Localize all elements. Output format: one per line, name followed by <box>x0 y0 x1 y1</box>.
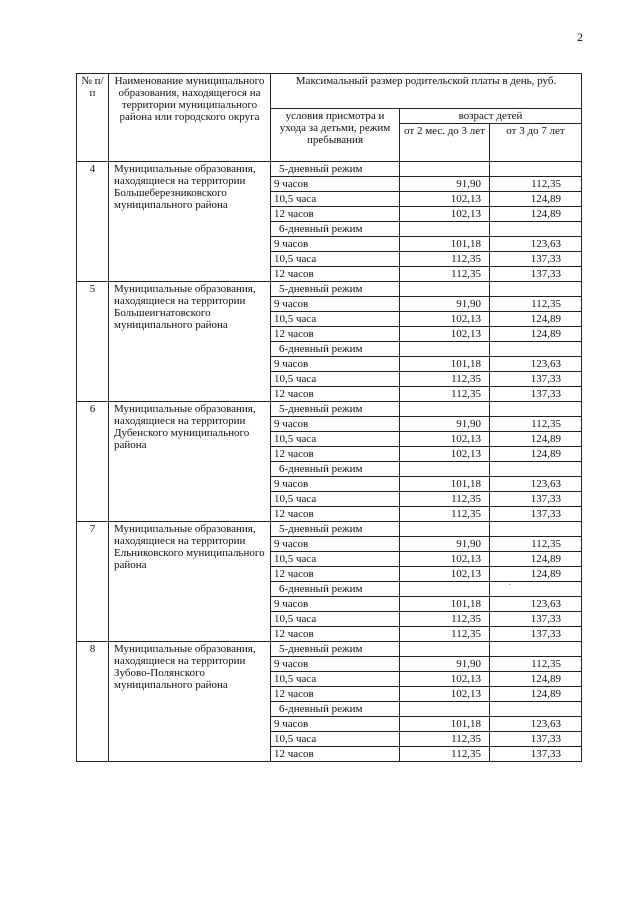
fee-under-3: 112,35 <box>400 252 490 267</box>
regime-label: 6-дневный режим <box>271 582 400 597</box>
fee-3-to-7: 137,33 <box>490 387 582 402</box>
stay-duration: 10,5 часа <box>271 612 400 627</box>
stay-duration: 9 часов <box>271 417 400 432</box>
fee-3-to-7: 124,89 <box>490 447 582 462</box>
table-row <box>77 402 582 417</box>
fee-under-3: 112,35 <box>400 387 490 402</box>
stay-duration: 9 часов <box>271 477 400 492</box>
fee-3-to-7: 123,63 <box>490 357 582 372</box>
row-number: 4 <box>77 162 109 282</box>
municipality-name: Муниципальные образования, находящиеся на территории Большеберезниковского муниципального района <box>109 162 271 282</box>
row-number: 6 <box>77 402 109 522</box>
header-fee: Максимальный размер родительской платы в день, руб. <box>271 74 582 109</box>
fee-under-3: 102,13 <box>400 207 490 222</box>
regime-label: 6-дневный режим <box>271 702 400 717</box>
fee-under-3: 101,18 <box>400 237 490 252</box>
fee-under-3: 102,13 <box>400 192 490 207</box>
empty-cell <box>490 702 582 717</box>
empty-cell <box>400 342 490 357</box>
stay-duration: 10,5 часа <box>271 672 400 687</box>
fee-3-to-7: 137,33 <box>490 252 582 267</box>
fee-table <box>76 73 582 762</box>
stay-duration: 12 часов <box>271 327 400 342</box>
fee-3-to-7: 124,89 <box>490 327 582 342</box>
stay-duration: 12 часов <box>271 447 400 462</box>
fee-3-to-7: 124,89 <box>490 207 582 222</box>
fee-under-3: 101,18 <box>400 357 490 372</box>
fee-under-3: 91,90 <box>400 657 490 672</box>
row-number: 7 <box>77 522 109 642</box>
fee-under-3: 102,13 <box>400 552 490 567</box>
stay-duration: 12 часов <box>271 387 400 402</box>
fee-3-to-7: 123,63 <box>490 237 582 252</box>
header-age-3-to-7: от 3 до 7 лет <box>490 124 582 162</box>
fee-3-to-7: 137,33 <box>490 372 582 387</box>
regime-label: 6-дневный режим <box>271 222 400 237</box>
table-row <box>77 162 582 177</box>
stay-duration: 9 часов <box>271 717 400 732</box>
empty-cell <box>490 642 582 657</box>
fee-3-to-7: 123,63 <box>490 597 582 612</box>
fee-3-to-7: 112,35 <box>490 657 582 672</box>
fee-3-to-7: 124,89 <box>490 432 582 447</box>
fee-under-3: 112,35 <box>400 267 490 282</box>
empty-cell <box>400 162 490 177</box>
fee-under-3: 102,13 <box>400 447 490 462</box>
fee-3-to-7: 124,89 <box>490 687 582 702</box>
fee-under-3: 101,18 <box>400 597 490 612</box>
stay-duration: 10,5 часа <box>271 372 400 387</box>
regime-label: 5-дневный режим <box>271 282 400 297</box>
header-age-under-3: от 2 мес. до 3 лет <box>400 124 490 162</box>
stay-duration: 9 часов <box>271 177 400 192</box>
stay-duration: 10,5 часа <box>271 552 400 567</box>
stay-duration: 10,5 часа <box>271 492 400 507</box>
fee-under-3: 102,13 <box>400 567 490 582</box>
fee-under-3: 112,35 <box>400 612 490 627</box>
page-number: 2 <box>577 30 583 44</box>
empty-cell <box>490 162 582 177</box>
table-row <box>77 522 582 537</box>
fee-3-to-7: 124,89 <box>490 672 582 687</box>
stay-duration: 9 часов <box>271 297 400 312</box>
row-number: 5 <box>77 282 109 402</box>
fee-under-3: 102,13 <box>400 327 490 342</box>
fee-3-to-7: 124,89 <box>490 312 582 327</box>
fee-3-to-7: 137,33 <box>490 747 582 762</box>
fee-3-to-7: 137,33 <box>490 612 582 627</box>
stay-duration: 12 часов <box>271 207 400 222</box>
fee-under-3: 102,13 <box>400 312 490 327</box>
stay-duration: 9 часов <box>271 657 400 672</box>
fee-under-3: 91,90 <box>400 537 490 552</box>
stay-duration: 12 часов <box>271 687 400 702</box>
fee-3-to-7: 112,35 <box>490 417 582 432</box>
fee-under-3: 112,35 <box>400 732 490 747</box>
stay-duration: 12 часов <box>271 267 400 282</box>
fee-under-3: 102,13 <box>400 687 490 702</box>
stay-duration: 12 часов <box>271 627 400 642</box>
stay-duration: 9 часов <box>271 597 400 612</box>
empty-cell <box>490 222 582 237</box>
fee-under-3: 112,35 <box>400 507 490 522</box>
header-age: возраст детей <box>400 109 582 124</box>
fee-under-3: 91,90 <box>400 297 490 312</box>
stay-duration: 10,5 часа <box>271 252 400 267</box>
empty-cell <box>400 462 490 477</box>
fee-under-3: 112,35 <box>400 492 490 507</box>
empty-cell <box>490 342 582 357</box>
fee-3-to-7: 123,63 <box>490 477 582 492</box>
stay-duration: 9 часов <box>271 537 400 552</box>
stay-duration: 9 часов <box>271 357 400 372</box>
fee-under-3: 112,35 <box>400 747 490 762</box>
table-row <box>77 642 582 657</box>
row-number: 8 <box>77 642 109 762</box>
fee-3-to-7: 124,89 <box>490 567 582 582</box>
stay-duration: 10,5 часа <box>271 192 400 207</box>
fee-3-to-7: 137,33 <box>490 627 582 642</box>
regime-label: 6-дневный режим <box>271 462 400 477</box>
stay-duration: 10,5 часа <box>271 432 400 447</box>
fee-under-3: 112,35 <box>400 372 490 387</box>
fee-3-to-7: 137,33 <box>490 732 582 747</box>
fee-3-to-7: 124,89 <box>490 552 582 567</box>
header-conditions: условия присмотра и ухода за детьми, режим пребывания <box>271 109 400 162</box>
regime-label: 5-дневный режим <box>271 642 400 657</box>
empty-cell <box>400 642 490 657</box>
municipality-name: Муниципальные образования, находящиеся на территории Дубенского муниципального района <box>109 402 271 522</box>
empty-cell <box>490 282 582 297</box>
fee-3-to-7: 137,33 <box>490 492 582 507</box>
empty-cell <box>490 462 582 477</box>
fee-under-3: 101,18 <box>400 477 490 492</box>
scan-mark: · <box>508 580 512 591</box>
fee-3-to-7: 112,35 <box>490 297 582 312</box>
stay-duration: 12 часов <box>271 507 400 522</box>
fee-3-to-7: 124,89 <box>490 192 582 207</box>
municipality-name: Муниципальные образования, находящиеся на территории Большеигнатовского муниципального района <box>109 282 271 402</box>
fee-3-to-7: 112,35 <box>490 537 582 552</box>
stay-duration: 9 часов <box>271 237 400 252</box>
regime-label: 5-дневный режим <box>271 402 400 417</box>
municipality-name: Муниципальные образования, находящиеся на территории Зубово-Полянского муниципального района <box>109 642 271 762</box>
table-body <box>77 162 582 762</box>
fee-under-3: 91,90 <box>400 417 490 432</box>
regime-label: 5-дневный режим <box>271 162 400 177</box>
regime-label: 6-дневный режим <box>271 342 400 357</box>
fee-under-3: 102,13 <box>400 432 490 447</box>
empty-cell <box>400 222 490 237</box>
fee-3-to-7: 137,33 <box>490 507 582 522</box>
fee-3-to-7: 123,63 <box>490 717 582 732</box>
empty-cell <box>490 522 582 537</box>
fee-3-to-7: 112,35 <box>490 177 582 192</box>
stay-duration: 10,5 часа <box>271 312 400 327</box>
fee-3-to-7: 137,33 <box>490 267 582 282</box>
stay-duration: 12 часов <box>271 567 400 582</box>
stay-duration: 10,5 часа <box>271 732 400 747</box>
empty-cell <box>490 582 582 597</box>
municipality-name: Муниципальные образования, находящиеся на территории Ельниковского муниципального района <box>109 522 271 642</box>
stay-duration: 12 часов <box>271 747 400 762</box>
header-municipality: Наименование муниципального образования, находящегося на территории муниципального района или городского округа <box>109 74 271 162</box>
table-header <box>77 74 582 162</box>
empty-cell <box>490 402 582 417</box>
regime-label: 5-дневный режим <box>271 522 400 537</box>
empty-cell <box>400 282 490 297</box>
empty-cell <box>400 522 490 537</box>
fee-under-3: 91,90 <box>400 177 490 192</box>
empty-cell <box>400 582 490 597</box>
fee-under-3: 101,18 <box>400 717 490 732</box>
table-row <box>77 282 582 297</box>
fee-under-3: 112,35 <box>400 627 490 642</box>
empty-cell <box>400 702 490 717</box>
empty-cell <box>400 402 490 417</box>
fee-under-3: 102,13 <box>400 672 490 687</box>
header-number: № п/п <box>77 74 109 162</box>
